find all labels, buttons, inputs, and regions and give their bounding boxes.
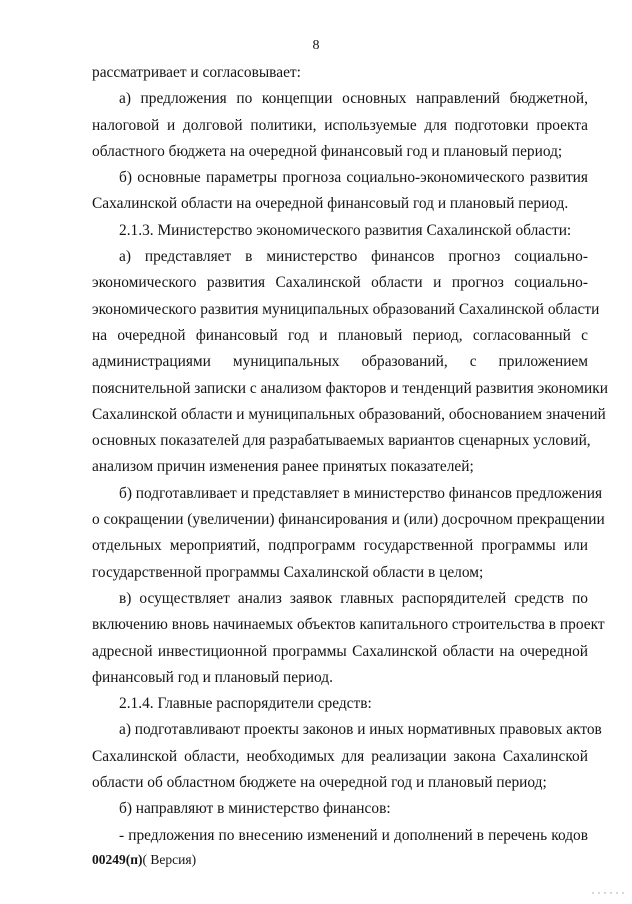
- text-line: финансовый год и плановый период.: [92, 668, 333, 686]
- text-line: Сахалинской области, необходимых для реализации закона Сахалинской: [92, 747, 588, 765]
- text-line: б) подготавливает и представляет в министерство финансов предложения: [119, 484, 603, 502]
- text-line: государственной программы Сахалинской области в целом;: [92, 563, 484, 581]
- text-line: - предложения по внесению изменений и дополнений в перечень кодов: [119, 826, 588, 844]
- text-line: Сахалинской области на очередной финансовый год и плановый период.: [92, 195, 569, 213]
- text-line: о сокращении (увеличении) финансирования и (или) досрочном прекращении: [92, 511, 605, 529]
- text-line: а) представляет в министерство финансов прогноз социально-: [119, 248, 588, 266]
- page-number: 8: [312, 38, 320, 53]
- text-line: б) основные параметры прогноза социально-экономического развития: [119, 169, 588, 187]
- text-line: экономического развития Сахалинской области и прогноз социально-: [92, 274, 588, 292]
- text-line: Сахалинской области и муниципальных образований, обоснованием значений: [92, 405, 606, 423]
- text-line: экономического развития муниципальных образований Сахалинской области: [92, 300, 600, 318]
- scan-artifact: [590, 880, 630, 902]
- document-version: ( Версия): [142, 852, 197, 867]
- text-line: анализом причин изменения ранее принятых показателей;: [92, 458, 474, 476]
- text-line: 2.1.4. Главные распорядители средств:: [119, 695, 372, 713]
- document-footer: [92, 852, 196, 868]
- text-line: а) подготавливают проекты законов и иных нормативных правовых актов: [119, 721, 602, 739]
- document-code: 00249(п): [92, 852, 143, 867]
- text-line: включению вновь начинаемых объектов капитального строительства в проект: [92, 616, 605, 634]
- text-line: рассматривает и согласовывает:: [92, 64, 301, 81]
- text-line: области об областном бюджете на очередной год и плановый период;: [92, 774, 547, 792]
- text-line: на очередной финансовый год и плановый период, согласованный с: [92, 326, 588, 344]
- text-line: администрациями муниципальных образований, с приложением: [92, 353, 588, 371]
- text-line: 2.1.3. Министерство экономического развития Сахалинской области:: [119, 221, 572, 239]
- text-line: в) осуществляет анализ заявок главных распорядителей средств по: [119, 589, 588, 607]
- text-line: адресной инвестиционной программы Сахалинской области на очередной: [92, 642, 588, 660]
- text-line: основных показателей для разрабатываемых вариантов сценарных условий,: [92, 432, 591, 450]
- text-line: налоговой и долговой политики, используемые для подготовки проекта: [92, 116, 588, 134]
- text-line: а) предложения по концепции основных направлений бюджетной,: [119, 90, 588, 108]
- text-line: областного бюджета на очередной финансовый год и плановый период;: [92, 142, 563, 160]
- document-body: [92, 60, 608, 849]
- text-line: отдельных мероприятий, подпрограмм государственной программы или: [92, 537, 588, 555]
- text-line: б) направляют в министерство финансов:: [119, 800, 391, 818]
- text-line: пояснительной записки с анализом факторов и тенденций развития экономики: [92, 379, 608, 397]
